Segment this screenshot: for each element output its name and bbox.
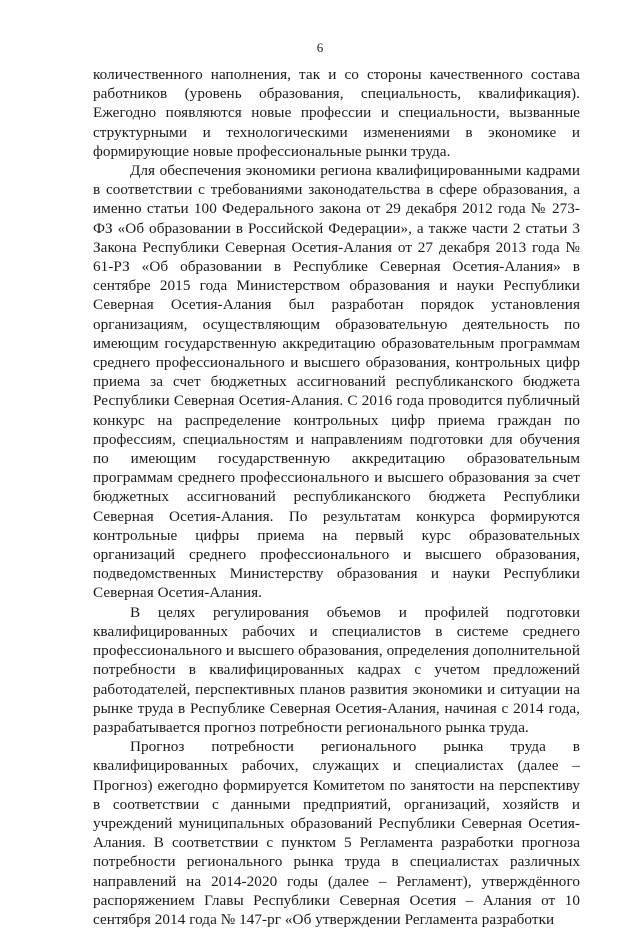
paragraph: Для обеспечения экономики региона квалифицированными кадрами в соответствии с требованиями законодательства в сфере образования, а именно статьи 100 Федерального закона от 29 декабря 2012 года № 273-ФЗ «Об образовании в Российской Федерации», а также части 2 статьи 3 Закона Республики Северная Осетия-Алания от 27 декабря 2013 года № 61-РЗ «Об образовании в Республике Северная Осетия-Алания» в сентябре 2015 года Министерством образования и науки Республики Северная Осетия-Алания был разработан порядок установления организациям, осуществляющим образовательную деятельность по имеющим государственную аккредитацию образовательным программам среднего профессионального и высшего образования, контрольных цифр приема за счет бюджетных ассигнований республиканского бюджета Республики Северная Осетия-Алания. С 2016 года проводится публичный конкурс на распределение контрольных цифр приема граждан по профессиям, специальностям и направлениям подготовки для обучения по имеющим государственную аккредитацию образовательным программам среднего профессионального и высшего образования за счет бюджетных ассигнований республиканского бюджета Республики Северная Осетия-Алания. По результатам конкурса формируются контрольные цифры приема на первый курс образовательных организаций среднего профессионального и высшего образования, подведомственных Министерству образования и науки Республики Северная Осетия-Алания. (93, 162, 580, 602)
paragraph: В целях регулирования объемов и профилей подготовки квалифицированных рабочих и специалистов в системе среднего профессионального и высшего образования, определения дополнительной потребности в квалифицированных кадрах с учетом предложений работодателей, перспективных планов развития экономики и ситуации на рынке труда в Республике Северная Осетия-Алания, начиная с 2014 года, разрабатывается прогноз потребности регионального рынка труда. (93, 603, 580, 736)
paragraph: количественного наполнения, так и со стороны качественного состава работников (уровень образования, специальность, квалификация). Ежегодно появляются новые профессии и специальности, вызванные структурными и технологическими изменениями в экономике и формирующие новые профессиональные рынки труда. (93, 66, 580, 160)
document-body (93, 65, 580, 929)
paragraph: Прогноз потребности регионального рынка труда в квалифицированных рабочих, служащих и специалистах (далее – Прогноз) ежегодно формируется Комитетом по занятости на перспективу в соответствии с данными предприятий, организаций, хозяйств и учреждений муниципальных образований Республики Северная Осетия-Алания. В соответствии с пунктом 5 Регламента разработки прогноза потребности регионального рынка труда в специалистах различных направлений на 2014-2020 годы (далее – Регламент), утверждённого распоряжением Главы Республики Северная Осетия – Алания от 10 сентября 2014 года № 147-рг «Об утверждении Регламента разработки (93, 738, 580, 928)
page-number: 6 (316, 40, 324, 55)
